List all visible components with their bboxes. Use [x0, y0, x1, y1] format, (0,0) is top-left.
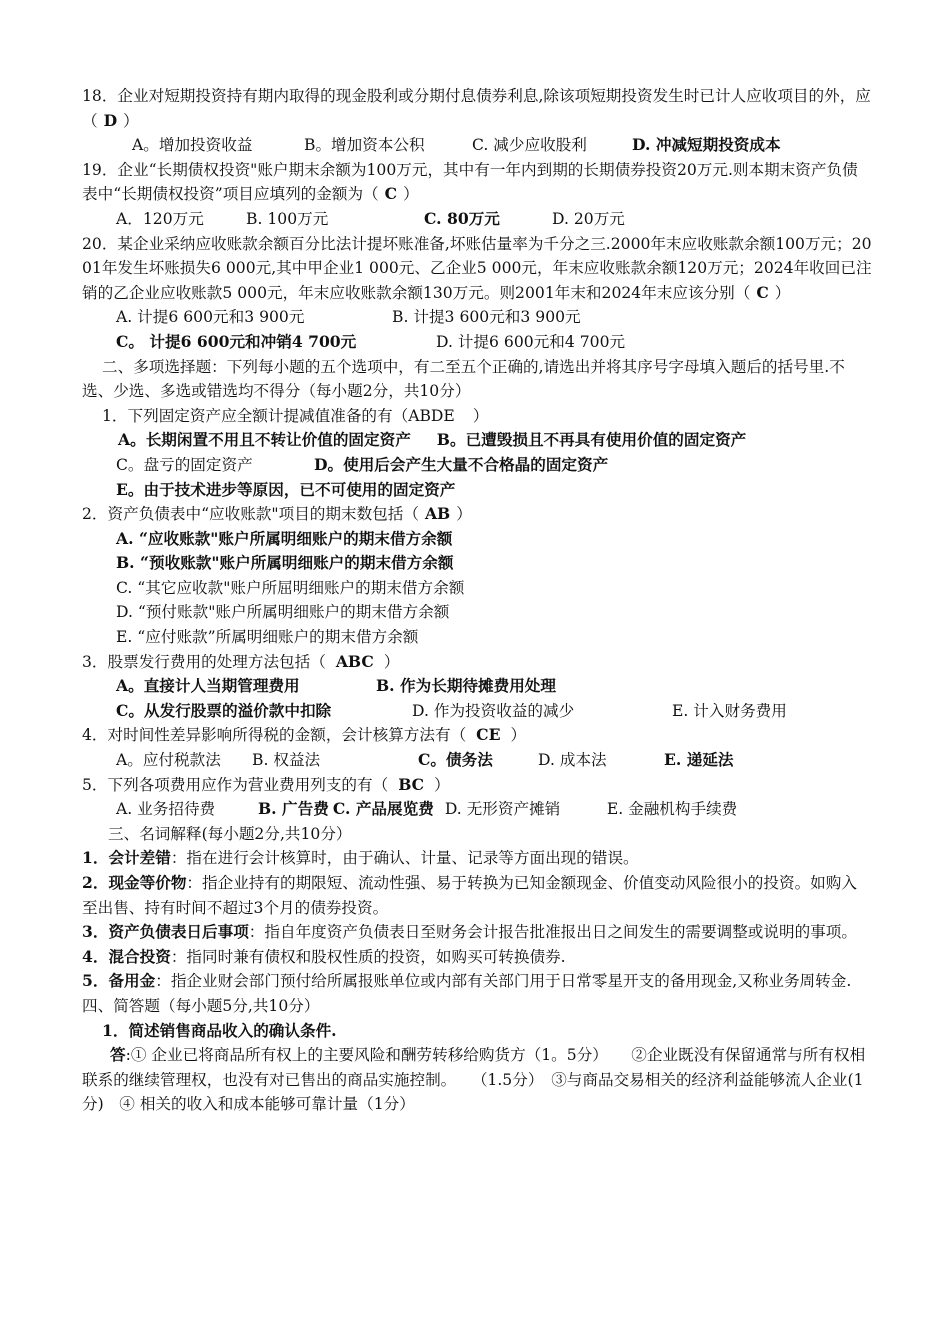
mc-4-options: [82, 748, 872, 773]
mc-question-1-answer: ABDE: [408, 406, 455, 425]
mc-question-5: 5．下列各项费用应作为营业费用列支的有（ BC ）: [82, 773, 872, 798]
option-e: E. 金融机构手续费: [606, 800, 738, 819]
question-20-options-row2: [82, 330, 872, 355]
term-4: [82, 945, 872, 970]
option-d: D. 无形资产摊销: [444, 800, 561, 819]
option-d: D. 20万元: [552, 209, 625, 228]
section-4-heading: 四、简答题（每小题5分,共10分）: [82, 996, 320, 1015]
answer-label: 答: [110, 1045, 126, 1065]
option-e: E. 计入财务费用: [672, 701, 787, 720]
term-label: 2．现金等价物: [82, 873, 187, 892]
section-3-heading: 三、名词解释(每小题2分,共10分）: [108, 824, 352, 843]
mc-question-3-answer: ABC: [335, 651, 374, 671]
question-19-text: 19．企业“长期债权投资"账户期末余额为100万元，其中有一年内到期的长期债券投资20万元.则本期末资产负债表中“长期债权投资”项目应填列的金额为（: [82, 160, 858, 204]
short-answer-1-answer: [82, 1043, 872, 1117]
section-2-heading: 二、多项选择题：下列每小题的五个选项中，有二至五个正确的,请选出并将其序号字母填入题后的括号里.不选、少选、多选或错选均不得分（每小题2分，共10分）: [82, 357, 845, 401]
option-d: D。使用后会产生大量不合格晶的固定资产: [314, 454, 609, 474]
option-b: B. 权益法: [252, 751, 321, 770]
mc-5-options: [82, 797, 872, 822]
mc-1-option-e: E。由于技术进步等原因，已不可使用的固定资产: [116, 479, 456, 499]
question-20: 20．某企业采纳应收账款余额百分比法计提坏账准备,坏账估量率为千分之三.2000年末应收账款余额100万元；2001年发生坏账损失6 000元,其中甲企业1 000元、乙企业5 000元，年末应收账款余额120万元；2024年收回已注销的乙企业应收账款5 000元，年末应收账款余额130万元。则2001年末和2024年末应该分别（ C ）: [82, 232, 872, 306]
mc-2-option-d: D. “预付账款"账户所属明细账户的期末借方余额: [116, 603, 450, 622]
option-b: B。增加资本公积: [304, 136, 425, 155]
option-a: A。增加投资收益: [132, 136, 253, 155]
option-c: C。从发行股票的溢价款中扣除: [116, 700, 332, 720]
question-20-answer: C: [756, 282, 769, 302]
mc-question-2-answer: AB: [424, 504, 451, 524]
mc-question-4-answer: CE: [476, 725, 501, 745]
mc-1-options-ab: [82, 428, 872, 453]
mc-2-option-b: B. “预收账款"账户所属明细账户的期末借方余额: [116, 553, 454, 573]
question-18: 18．企业对短期投资持有期内取得的现金股利或分期付息债券利息,除该项短期投资发生时已计人应收项目的外，应（ D ）: [82, 84, 872, 133]
option-a: A. 计提6 600元和3 900元: [116, 308, 305, 327]
option-b: B. 广告费: [258, 799, 329, 819]
option-c: C。 计提6 600元和冲销4 700元: [116, 331, 357, 351]
short-answer-question-1: 1．简述销售商品收入的确认条件.: [102, 1020, 337, 1040]
term-label: 3．资产负债表日后事项: [82, 922, 249, 942]
mc-1-options-cd: [82, 453, 872, 478]
term-label: 5．备用金: [82, 971, 156, 991]
term-definition: ：指企业财会部门预付给所属报账单位或内部有关部门用于日常零星开支的备用现金,又称业务周转金.: [155, 972, 852, 991]
option-c: C. 减少应收股利: [472, 136, 587, 155]
term-label: 1．会计差错: [82, 848, 171, 868]
option-d: D. 冲减短期投资成本: [632, 135, 781, 155]
document-page: [82, 84, 872, 1117]
question-19-answer: C: [384, 184, 398, 204]
mc-2-option-e: E. “应付账款”所属明细账户的期末借方余额: [116, 628, 419, 647]
mc-3-options-cde: [82, 699, 872, 724]
question-19-options: [82, 207, 872, 232]
term-2: [82, 871, 872, 920]
question-19: 19．企业“长期债权投资"账户期末余额为100万元，其中有一年内到期的长期债券投资20万元.则本期末资产负债表中“长期债权投资”项目应填列的金额为（ C ）: [82, 158, 872, 207]
question-18-text: 18．企业对短期投资持有期内取得的现金股利或分期付息债券利息,除该项短期投资发生时已计人应收项目的外，应（: [82, 87, 871, 130]
mc-2-option-a: A. “应收账款"账户所属明细账户的期末借方余额: [116, 528, 453, 548]
question-20-options-row1: [82, 305, 872, 330]
question-20-text: 20．某企业采纳应收账款余额百分比法计提坏账准备,坏账估量率为千分之三.2000年末应收账款余额100万元；2001年发生坏账损失6 000元,其中甲企业1 000元、乙企业5 000元，年末应收账款余额120万元；2024年收回已注销的乙企业应收账款5 000元，年末应收账款余额130万元。则2001年末和2024年末应该分别（: [82, 234, 872, 302]
mc-question-1: 1．下列固定资产应全额计提减值准备的有（ABDE ）: [102, 406, 489, 425]
term-5: [82, 969, 872, 994]
term-label: 4．混合投资: [82, 946, 171, 966]
option-b: B。已遭毁损且不再具有使用价值的固定资产: [436, 430, 747, 450]
option-c: C。盘亏的固定资产: [116, 455, 253, 474]
option-b: B. 100万元: [246, 209, 329, 228]
option-b: B. 计提3 600元和3 900元: [392, 308, 581, 327]
option-b: B. 作为长期待摊费用处理: [376, 676, 556, 696]
option-a: A。直接计人当期管理费用: [116, 676, 300, 696]
term-definition: ：指在进行会计核算时，由于确认、计量、记录等方面出现的错误。: [170, 849, 639, 868]
option-a: A．120万元: [116, 209, 204, 228]
option-d: D. 作为投资收益的减少: [412, 701, 575, 720]
option-a: A. 业务招待费: [116, 800, 216, 819]
answer-text: :① 企业已将商品所有权上的主要风险和酬劳转移给购货方（1。5分） ②企业既没有保留通常与所有权相联系的继续管理权，也没有对已售出的商品实施控制。 （1.5分） ③与商品交易相关的经济利益能够流人企业(1分) ④ 相关的收入和成本能够可靠计量（1分）: [82, 1046, 866, 1114]
term-definition: ：指企业持有的期限短、流动性强、易于转换为已知金额现金、价值变动风险很小的投资。如购入至出售、持有时间不超过3个月的债券投资。: [82, 874, 857, 917]
option-d: D. 成本法: [538, 751, 607, 770]
term-definition: ：指自年度资产负债表日至财务会计报告批准报出日之间发生的需要调整或说明的事项。: [248, 923, 857, 942]
mc-question-3: 3．股票发行费用的处理方法包括（ ABC ）: [82, 650, 872, 675]
option-e: E. 递延法: [664, 750, 734, 770]
option-a: A。长期闲置不用且不转让价值的固定资产: [118, 430, 411, 450]
mc-question-5-answer: BC: [398, 774, 425, 794]
mc-question-2: 2．资产负债表中“应收账款"项目的期末数包括（ AB ）: [82, 502, 872, 527]
mc-3-options-ab: [82, 674, 872, 699]
term-definition: ：指同时兼有债权和股权性质的投资，如购买可转换债券.: [170, 947, 566, 966]
question-18-answer: D: [103, 110, 118, 130]
mc-question-4: 4．对时间性差异影响所得税的金额，会计核算方法有（ CE ）: [82, 723, 872, 748]
option-d: D. 计提6 600元和4 700元: [436, 332, 626, 351]
option-a: A。应付税款法: [116, 751, 221, 770]
option-c: C. 产品展览费: [332, 799, 434, 819]
term-3: [82, 920, 872, 945]
option-c: C. 80万元: [424, 208, 500, 228]
term-1: [82, 846, 872, 871]
option-c: C。债务法: [418, 750, 493, 770]
mc-2-option-c: C. “其它应收款"账户所屈明细账户的期末借方余额: [116, 578, 465, 597]
question-18-options: [82, 133, 872, 158]
